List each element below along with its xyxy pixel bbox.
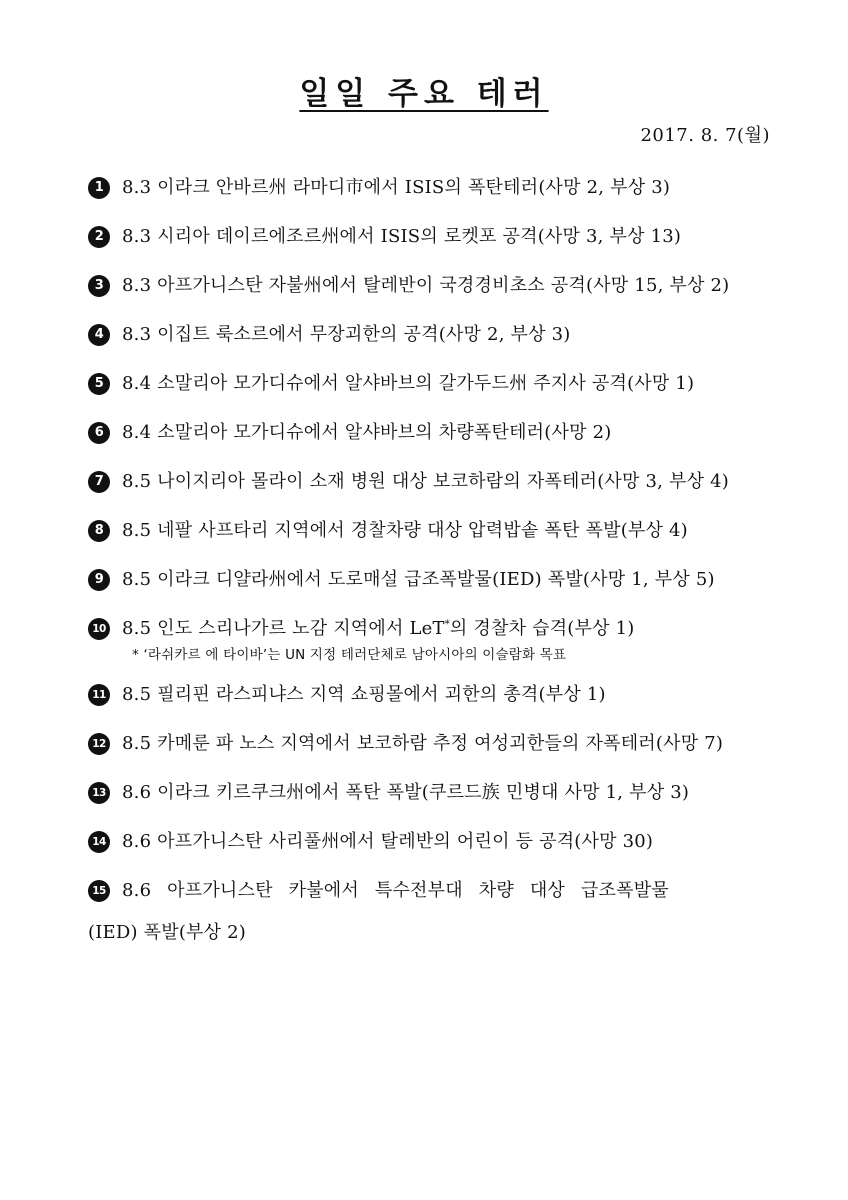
item-number-badge: 7 <box>88 471 110 493</box>
list-item <box>88 732 778 756</box>
item-text-line-2: (IED) 폭발(부상 2) <box>88 922 247 943</box>
item-text: 8.5 이라크 디얄라州에서 도로매설 급조폭발물(IED) 폭발(사망 1, 부상 5) <box>122 569 715 590</box>
footnote: * ‘라쉬카르 에 타이바’는 UN 지정 테러단체로 남아시아의 이슬람화 목표 <box>132 647 567 663</box>
item-text: 8.5 카메룬 파 노스 지역에서 보코하람 추정 여성괴한들의 자폭테러(사망 7) <box>122 733 724 754</box>
item-number-badge: 10 <box>88 618 110 640</box>
item-text-before: 8.5 인도 스리나가르 노감 지역에서 LeT <box>122 618 445 639</box>
list-item <box>88 568 778 592</box>
item-text: 8.3 이집트 룩소르에서 무장괴한의 공격(사망 2, 부상 3) <box>122 324 571 345</box>
list-item <box>88 176 778 200</box>
item-text: 8.4 소말리아 모가디슈에서 알샤바브의 차량폭탄테러(사망 2) <box>122 422 612 443</box>
item-number-badge: 11 <box>88 684 110 706</box>
item-text: 8.3 아프가니스탄 자불州에서 탈레반이 국경경비초소 공격(사망 15, 부상 2) <box>122 275 730 296</box>
list-item <box>88 519 778 543</box>
item-text: 8.3 시리아 데이르에조르州에서 ISIS의 로켓포 공격(사망 3, 부상 13) <box>122 226 682 247</box>
item-number-badge: 2 <box>88 226 110 248</box>
item-number-badge: 13 <box>88 782 110 804</box>
item-number-badge: 6 <box>88 422 110 444</box>
item-number-badge: 4 <box>88 324 110 346</box>
list-item <box>88 781 778 805</box>
list-item <box>88 617 778 665</box>
item-number-badge: 3 <box>88 275 110 297</box>
list-item <box>88 274 778 298</box>
item-number-badge: 15 <box>88 880 110 902</box>
item-number-badge: 5 <box>88 373 110 395</box>
list-item <box>88 879 778 954</box>
item-text-after: 의 경찰차 습격(부상 1) <box>449 618 635 639</box>
report-date: 2017. 8. 7(월) <box>640 125 770 146</box>
item-number-badge: 8 <box>88 520 110 542</box>
page-title-text: 일일 주요 테러 <box>299 76 549 112</box>
item-number-badge: 1 <box>88 177 110 199</box>
item-number-badge: 9 <box>88 569 110 591</box>
item-text: 8.3 이라크 안바르州 라마디市에서 ISIS의 폭탄테러(사망 2, 부상 3) <box>122 177 671 198</box>
item-text: 8.5 나이지리아 몰라이 소재 병원 대상 보코하람의 자폭테러(사망 3, 부상 4) <box>122 471 729 492</box>
item-number-badge: 14 <box>88 831 110 853</box>
item-text: 8.6 이라크 키르쿠크州에서 폭탄 폭발(쿠르드族 민병대 사망 1, 부상 3) <box>122 782 690 803</box>
item-text <box>122 617 778 665</box>
list-item <box>88 683 778 707</box>
item-number-badge: 12 <box>88 733 110 755</box>
item-text: 8.5 필리핀 라스피냐스 지역 쇼핑몰에서 괴한의 총격(부상 1) <box>122 684 606 705</box>
item-text: 8.5 네팔 사프타리 지역에서 경찰차량 대상 압력밥솥 폭탄 폭발(부상 4) <box>122 520 688 541</box>
item-text-line-1: 8.6 아프가니스탄 카불에서 특수전부대 차량 대상 급조폭발물 <box>122 880 669 901</box>
incident-list <box>88 176 778 979</box>
footnote-marker: * <box>444 619 450 630</box>
item-text: 8.4 소말리아 모가디슈에서 알샤바브의 갈가두드州 주지사 공격(사망 1) <box>122 373 695 394</box>
item-text: 8.6 아프가니스탄 사리풀州에서 탈레반의 어린이 등 공격(사망 30) <box>122 831 654 852</box>
list-item <box>88 421 778 445</box>
list-item <box>88 323 778 347</box>
page-title <box>0 74 848 114</box>
list-item <box>88 830 778 854</box>
list-item <box>88 225 778 249</box>
list-item <box>88 470 778 494</box>
list-item <box>88 372 778 396</box>
